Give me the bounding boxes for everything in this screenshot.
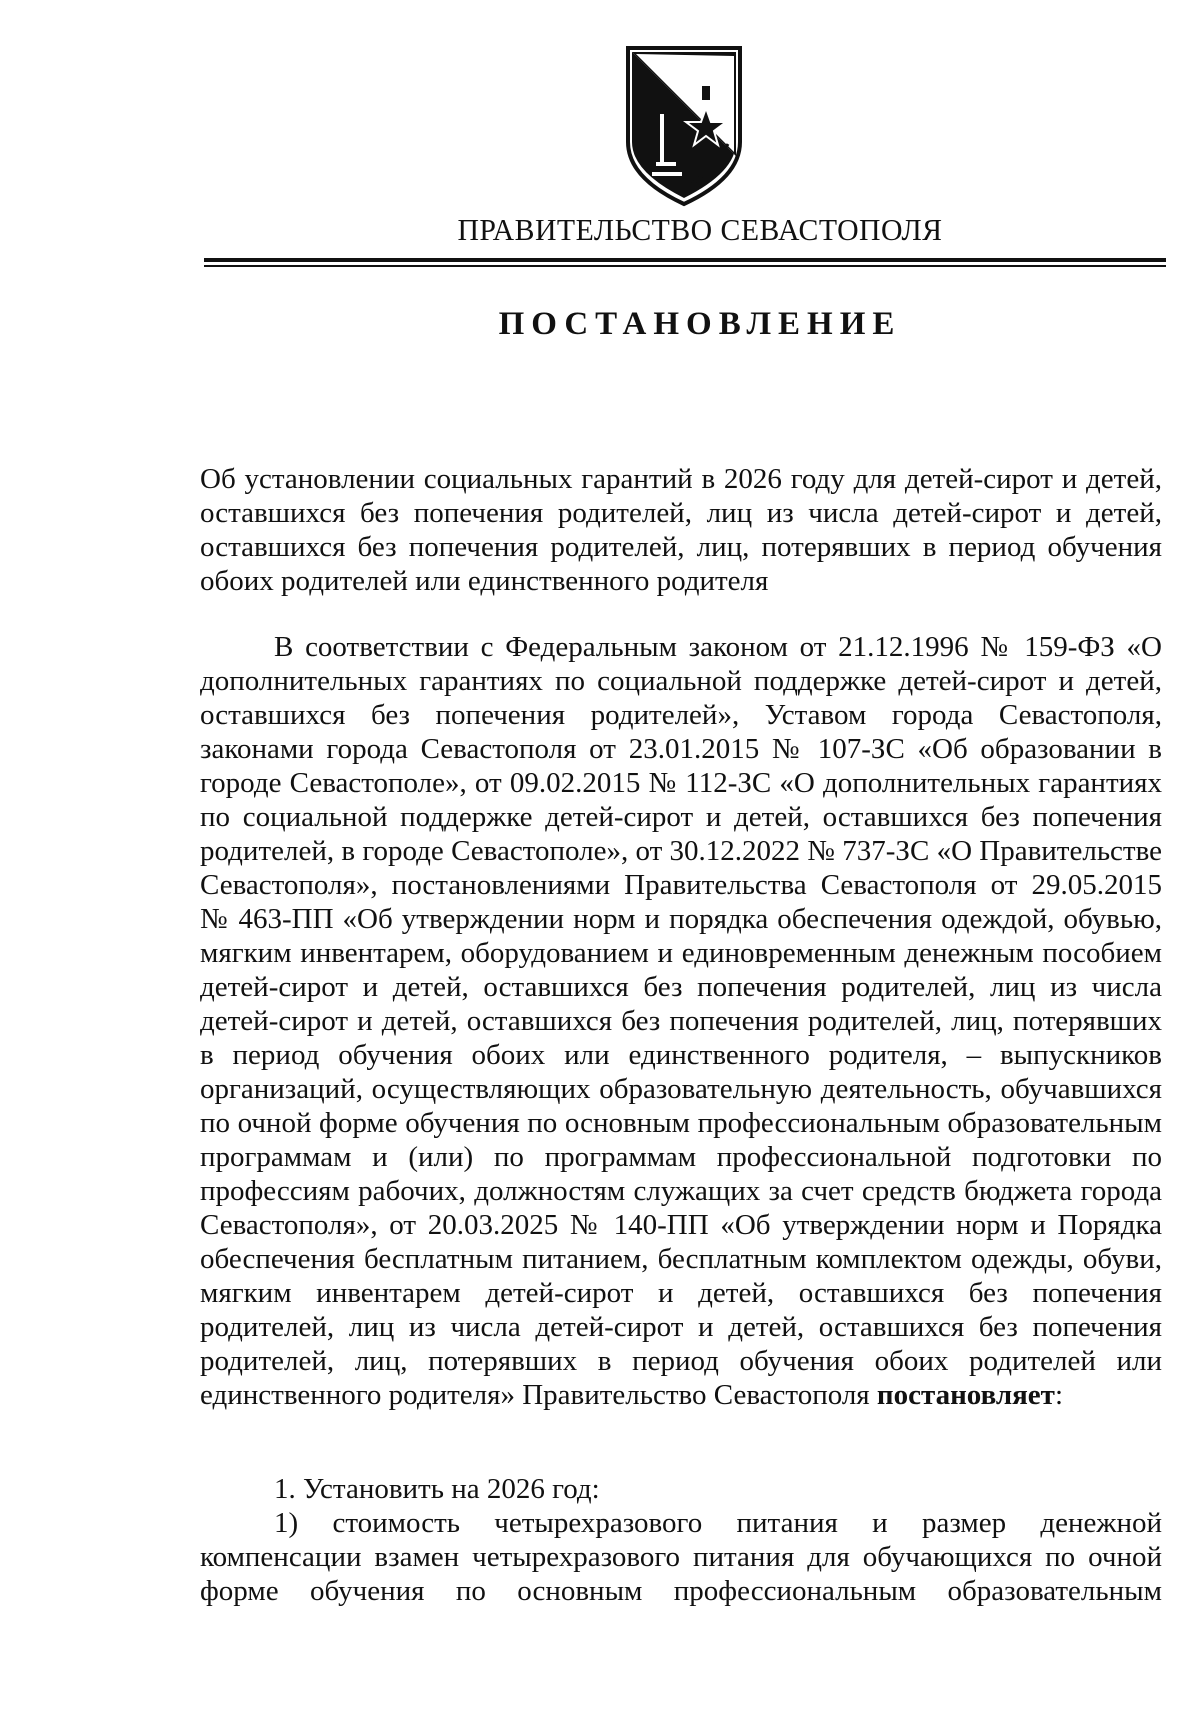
decree-word: постановляет [876, 1379, 1055, 1411]
decree-punct: : [1054, 1379, 1063, 1411]
coat-of-arms-icon [622, 44, 746, 208]
preamble-paragraph [200, 630, 1162, 1412]
document-type: ПОСТАНОВЛЕНИЕ [498, 306, 902, 342]
clause-1-subitem-1: 1) стоимость четырехразового питания и размер денежной компенсации взамен четырехразового питания для обучающихся по очной форме обучения по основным профессиональным образовательным [200, 1507, 1162, 1607]
organization-name: ПРАВИТЕЛЬСТВО СЕВАСТОПОЛЯ [457, 212, 943, 247]
document-title: Об установлении социальных гарантий в 2026 году для детей-сирот и детей, оставшихся без попечения родителей, лиц из числа детей-сирот и детей, оставшихся без попечения родителей, лиц, потерявших в период обучения обоих родителей или единственного родителя [200, 463, 1162, 597]
header-rule-thick [204, 258, 1166, 262]
clause-1: 1. Установить на 2026 год: [274, 1473, 600, 1505]
preamble-text: В соответствии с Федеральным законом от 21.12.1996 № 159-ФЗ «О дополнительных гарантиях по социальной поддержке детей-сирот и детей, оставшихся без попечения родителей», Уставом города Севастополя, законами города Севастополя от 23.01.2015 № 107-ЗС «Об образовании в городе Севастополе», от 09.02.2015 № 112-ЗС «О дополнительных гарантиях по социальной поддержке детей-сирот и детей, оставшихся без попечения родителей, в городе Севастополе», от 30.12.2022 № 737-ЗС «О Правительстве Севастополя», постановлениями Правительства Севастополя от 29.05.2015 № 463-ПП «Об утверждении норм и порядка обеспечения одеждой, обувью, мягким инвентарем, оборудованием и единовременным денежным пособием детей-сирот и детей, оставшихся без попечения родителей, лиц из числа детей-сирот и детей, оставшихся без попечения родителей, лиц, потерявших в период обучения обоих или единственного родителя, – выпускников организаций, осуществляющих образовательную деятельность, обучавшихся по очной форме обучения по основным профессиональным образовательным программам и (или) по программам профессиональной подготовки по профессиям рабочих, должностям служащих за счет средств бюджета города Севастополя», от 20.03.2025 № 140-ПП «Об утверждении норм и Порядка обеспечения бесплатным питанием, бесплатным комплектом одежды, обуви, мягким инвентарем детей-сирот и детей, оставшихся без попечения родителей, лиц из числа детей-сирот и детей, оставшихся без попечения родителей, лиц, потерявших в период обучения обоих родителей или единственного родителя» Правительство Севастополя [200, 631, 1162, 1411]
header-rule-thin [204, 265, 1166, 267]
